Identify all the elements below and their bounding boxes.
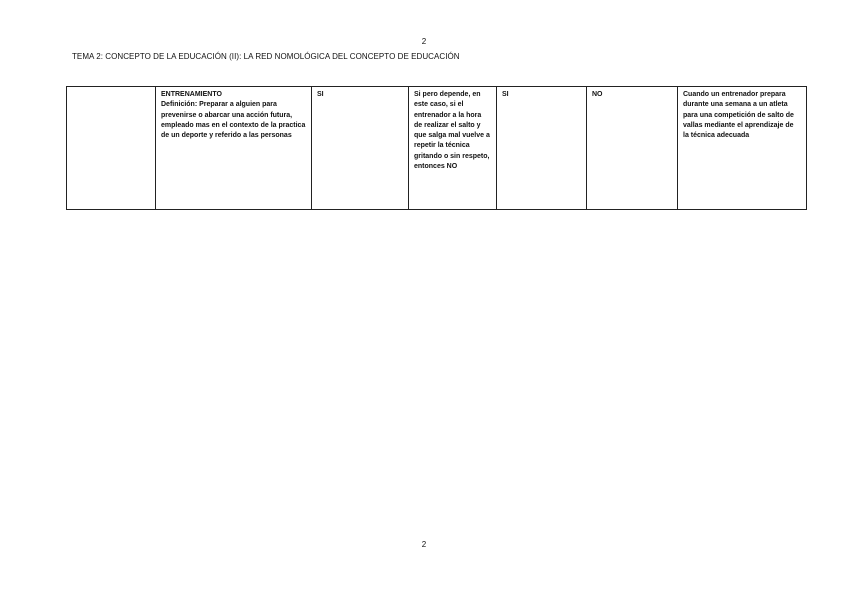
- table-row: [67, 87, 807, 210]
- table-cell: Si pero depende, en este caso, si el entrenador a la hora de realizar el salto y que salga mal vuelve a repetir la técnica gritando o sin respeto, entonces NO: [409, 87, 497, 210]
- table-cell-example: Cuando un entrenador prepara durante una semana a un atleta para una competición de salto de vallas mediante el aprendizaje de la técnica adecuada: [678, 87, 807, 210]
- concept-definition: Definición: Preparar a alguien para prevenirse o abarcar una acción futura, empleado mas en el contexto de la practica de un deporte y referido a las personas: [161, 101, 306, 140]
- page-number-bottom: 2: [421, 540, 427, 549]
- concept-table: [66, 86, 807, 210]
- table-cell: SI: [497, 87, 587, 210]
- table-cell-concept: [156, 87, 312, 210]
- table-cell: SI: [312, 87, 409, 210]
- page-number-top: 2: [421, 37, 427, 46]
- concept-name: ENTRENAMIENTO: [161, 91, 222, 98]
- table-cell-empty: [67, 87, 156, 210]
- table-cell: NO: [587, 87, 678, 210]
- page-title: TEMA 2: CONCEPTO DE LA EDUCACIÓN (II): LA RED NOMOLÓGICA DEL CONCEPTO DE EDUCACIÓN: [72, 52, 460, 61]
